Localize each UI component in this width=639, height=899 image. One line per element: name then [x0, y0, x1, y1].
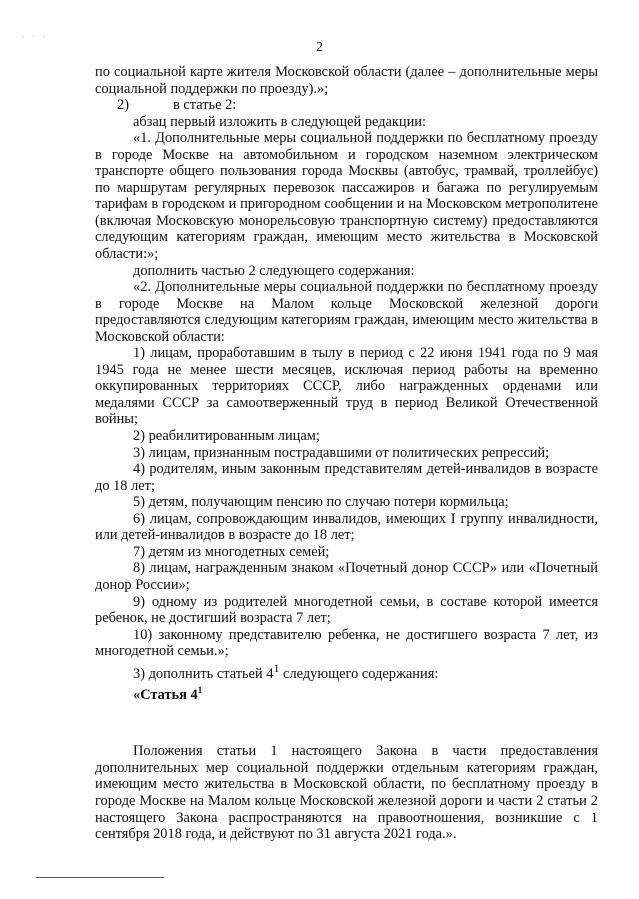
article-superscript: 1	[273, 660, 280, 675]
paragraph-instruction: дополнить частью 2 следующего содержания:	[133, 262, 415, 279]
item-text-tail: следующего содержания:	[279, 665, 439, 682]
paragraph-continuation: по социальной карте жителя Московской области (далее – дополнительные меры социальной поддержки по проезду).»;	[95, 64, 598, 97]
category-item-1: 1) лицам, проработавшим в тылу в период с 22 июня 1941 года по 9 мая 1945 года не менее шести месяцев, исключая период работы на временно оккупированных территориях СССР, либо награжденных орденами или медалями СССР за самоотверженный труд в период Великой Отечественной войны;	[95, 345, 598, 428]
category-item-3: 3) лицам, признанным пострадавшими от политических репрессий;	[133, 444, 550, 461]
footnote-separator-line	[36, 877, 164, 878]
list-item-2	[95, 97, 598, 114]
item-text: 3) дополнить статьей 4	[133, 665, 274, 682]
category-item-2: 2) реабилитированным лицам;	[133, 428, 320, 445]
item-text: в статье 2:	[173, 97, 237, 114]
category-item-6: 6) лицам, сопровождающим инвалидов, имеющих I группу инвалидности, или детей-инвалидов в возрасте до 18 лет;	[95, 510, 598, 544]
paragraph-instruction: абзац первый изложить в следующей редакции:	[133, 113, 427, 130]
article-heading	[95, 682, 598, 703]
article-heading-text: «Статья 4	[133, 686, 198, 703]
spacer	[95, 703, 598, 743]
category-item-7: 7) детям из многодетных семей;	[133, 543, 330, 560]
paragraph-part-1: «1. Дополнительные меры социальной поддержки по бесплатному проезду в городе Москве на автомобильном и городском наземном электрическом транспорте общего пользования города Москвы (автобус, трамвай, троллейбус) по маршрутам регулярных перевозок пассажиров и багажа по регулируемым тарифам в городском и пригородном сообщении и на Московском метрополитене (включая Московскую монорельсовую транспортную систему) предоставляются следующим категориям граждан, имеющим место жительства в Московской области:»;	[95, 130, 598, 263]
paragraph-part-2: «2. Дополнительные меры социальной поддержки по бесплатному проезду в городе Москве на Малом кольце Московской железной дороги предоставляются следующим категориям граждан, имеющим место жительства в Московской области:	[95, 279, 598, 345]
article-heading-superscript: 1	[197, 685, 203, 696]
category-item-4: 4) родителям, иным законным представителям детей-инвалидов в возрасте до 18 лет;	[95, 461, 598, 494]
category-item-8: 8) лицам, награжденным знаком «Почетный донор СССР» или «Почетный донор России»;	[95, 560, 598, 593]
document-body	[95, 64, 598, 843]
category-item-10: 10) законному представителю ребенка, не достигшего возраста 7 лет, из многодетной семьи.»;	[95, 626, 598, 660]
page-number: 2	[316, 40, 323, 55]
category-item-5: 5) детям, получающим пенсию по случаю потери кормильца;	[133, 494, 509, 511]
list-item-3	[95, 660, 598, 682]
item-number: 2)	[117, 97, 129, 114]
paragraph-article-4-1: Положения статьи 1 настоящего Закона в части предоставления дополнительных мер социальной поддержки отдельным категориям граждан, имеющим место жительства в Московской области, по бесплатному проезду в городе Москве на Малом кольце Московской железной дороги и части 2 статьи 2 настоящего Закона распространяются на правоотношения, возникшие с 1 сентября 2018 года, и действуют по 31 августа 2021 года.».	[95, 743, 598, 843]
scan-artifact-mark: · · ·	[22, 33, 48, 41]
category-item-9: 9) одному из родителей многодетной семьи, в составе которой имеется ребенок, не достигший возраста 7 лет;	[95, 593, 598, 627]
